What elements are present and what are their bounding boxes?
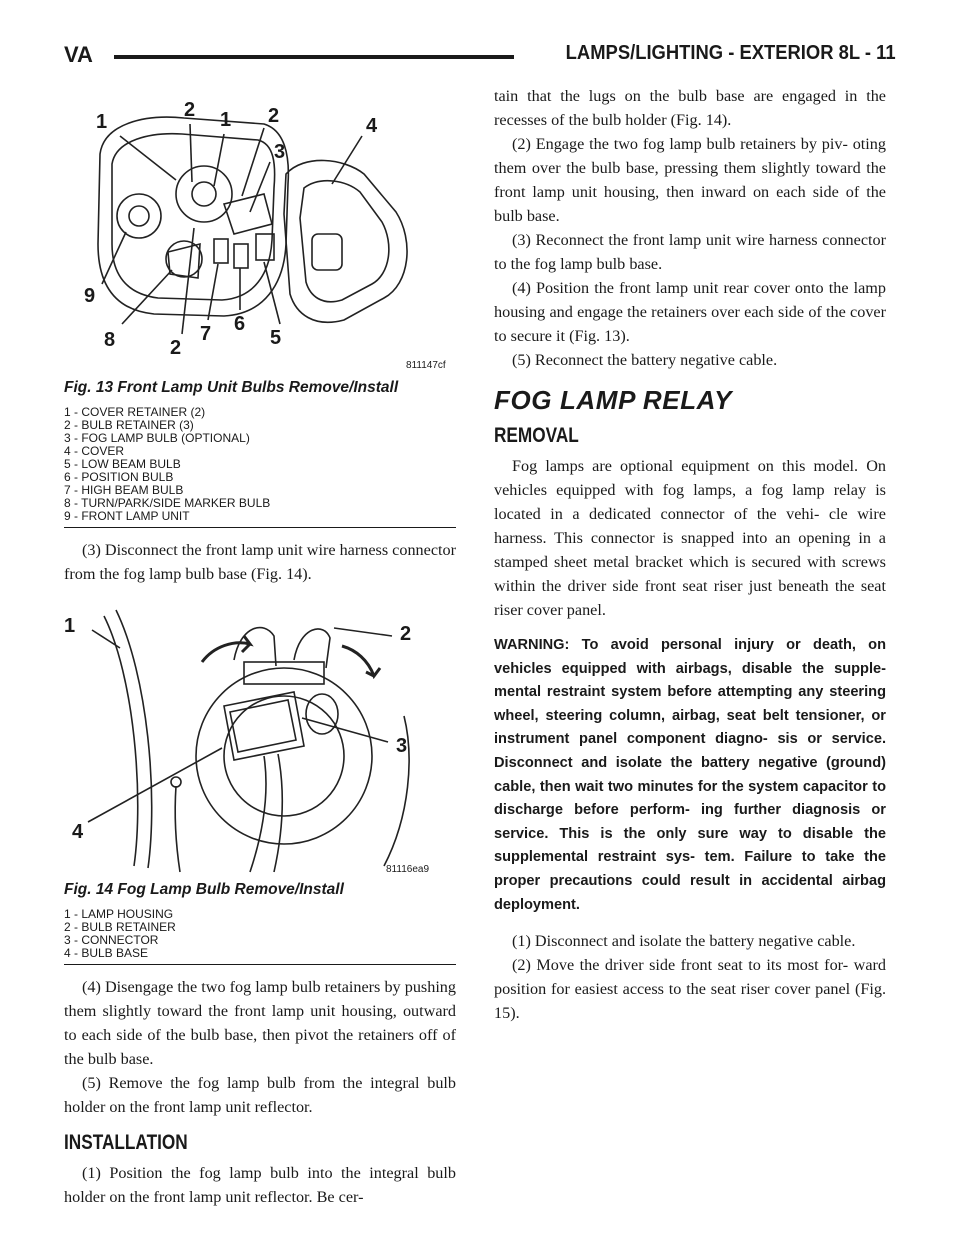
wire-left: [175, 786, 180, 872]
cover-boss: [312, 234, 342, 270]
left-step-3: (3) Disconnect the front lamp unit wire harness connector from the fog lamp bulb base (Fig. 14).: [64, 541, 456, 583]
airbag-warning: WARNING: To avoid personal injury or death, on vehicles equipped with airbags, disable the supple- mental restraint system before attempting any steering wheel, steering column, airbag, seat belt tensioner, or instrument panel component diagno- sis or service. Disconnect and isolate the battery negative (ground) cable, then wait two minutes for the system capacitor to discharge before perform- ing further diagnosis or service. This is the only sure way to disable the supplemental restraint sys- tem. Failure to take the proper precautions could result in accidental airbag deployment.: [494, 637, 886, 913]
figure-14: [64, 596, 456, 965]
wire-end: [171, 777, 181, 787]
legend-item: 8 - TURN/PARK/SIDE MARKER BULB: [64, 496, 271, 510]
high-beam-connector: [214, 239, 228, 263]
legend-item: 4 - BULB BASE: [64, 946, 149, 960]
leader-2c: [182, 228, 194, 334]
header-title: LAMPS/LIGHTING - EXTERIOR 8L - 11: [566, 42, 896, 64]
callout-1b: 1: [220, 109, 232, 131]
left-step-4: (4) Disengage the two fog lamp bulb retainers by pushing them slightly toward the front lamp unit housing, outward to each side of the bulb base, then pivot the retainers off of the bulb base.: [64, 978, 456, 1068]
turn-lamp-reflector: [117, 194, 161, 238]
lamp-housing-outline: [98, 117, 288, 316]
figure-14-legend: [64, 908, 456, 960]
installation-heading: INSTALLATION: [64, 1131, 188, 1154]
callout-2a: 2: [184, 99, 196, 121]
right-column: [494, 84, 886, 1025]
figure-14-code: 81116ea9: [386, 864, 430, 875]
connector-body: [224, 692, 304, 760]
bulb-holder-ring: [224, 696, 344, 816]
header-section-code: VA: [64, 42, 93, 67]
leader-1: [92, 630, 120, 648]
leader-2a: [190, 124, 192, 182]
install-step-1: (1) Position the fog lamp bulb into the integral bulb holder on the front lamp unit reflector. Be cer-: [64, 1164, 456, 1206]
fig14-callout-4: 4: [72, 821, 84, 843]
callout-8: 8: [104, 329, 116, 351]
install-step-5: (5) Reconnect the battery negative cable.: [512, 351, 778, 369]
figure-13: [64, 84, 456, 528]
header-rule: [114, 55, 514, 59]
figure-13-code: 811147cf: [406, 360, 446, 371]
figure-14-rule: [64, 964, 456, 965]
page-header: [64, 38, 896, 78]
figure-13-rule: [64, 527, 456, 528]
install-step-3: (3) Reconnect the front lamp unit wire harness connector to the fog lamp bulb base.: [494, 231, 886, 273]
arrow-right: [342, 646, 380, 676]
legend-item: 2 - BULB RETAINER: [64, 920, 176, 934]
install-step-1-cont: tain that the lugs on the bulb base are engaged in the recesses of the bulb holder (Fig. 14).: [494, 87, 886, 129]
removal-heading: REMOVAL: [494, 424, 579, 447]
leader-1a: [120, 136, 176, 180]
leader-4: [332, 136, 362, 184]
headlamp-socket: [192, 182, 216, 206]
cover-inner: [300, 181, 389, 302]
callout-3: 3: [274, 141, 286, 163]
legend-item: 4 - COVER: [64, 444, 125, 458]
leader-3: [302, 718, 388, 742]
position-connector: [234, 244, 248, 268]
left-column: [64, 84, 456, 1209]
connector-face: [230, 700, 296, 752]
retainer-wire-left: [234, 628, 276, 666]
legend-item: 2 - BULB RETAINER (3): [64, 418, 194, 432]
fig14-callout-2: 2: [400, 623, 412, 645]
leader-4: [88, 748, 222, 822]
figure-13-caption: Fig. 13 Front Lamp Unit Bulbs Remove/Install: [64, 379, 399, 396]
legend-item: 3 - CONNECTOR: [64, 933, 159, 947]
removal-step-1: (1) Disconnect and isolate the battery negative cable.: [512, 932, 856, 951]
install-step-4: (4) Position the front lamp unit rear cover onto the lamp housing and engage the retainers over each side of the cover to secure it (Fig. 13).: [494, 279, 886, 345]
callout-2c: 2: [170, 337, 182, 359]
fig14-callout-1: 1: [64, 615, 76, 637]
legend-item: 5 - LOW BEAM BULB: [64, 457, 181, 471]
wire-harness-2: [274, 754, 282, 872]
leader-9: [102, 232, 126, 284]
callout-2b: 2: [268, 105, 280, 127]
callout-5: 5: [270, 327, 282, 349]
callout-6: 6: [234, 313, 246, 335]
figure-13-illustration: [64, 84, 456, 374]
legend-item: 7 - HIGH BEAM BULB: [64, 483, 184, 497]
install-step-2: (2) Engage the two fog lamp bulb retainers by piv- oting them over the bulb base, pressing them slightly toward the front lamp unit housing, then inward on each side of the bulb base.: [494, 135, 886, 225]
callout-9: 9: [84, 285, 96, 307]
leader-7: [208, 264, 218, 320]
legend-item: 6 - POSITION BULB: [64, 470, 174, 484]
removal-step-2: (2) Move the driver side front seat to its most for- ward position for easiest access to the seat riser cover panel (Fig. 15).: [494, 956, 886, 1023]
fig14-callout-3: 3: [396, 735, 408, 757]
legend-item: 9 - FRONT LAMP UNIT: [64, 509, 190, 523]
leader-8: [122, 270, 172, 324]
callout-4: 4: [366, 115, 378, 137]
leader-1b: [214, 134, 224, 186]
turn-lamp-socket: [129, 206, 149, 226]
legend-item: 1 - COVER RETAINER (2): [64, 405, 206, 419]
leader-2: [334, 628, 392, 636]
legend-item: 3 - FOG LAMP BULB (OPTIONAL): [64, 431, 250, 445]
bulb-glass: [306, 694, 338, 734]
wire-harness-1: [250, 756, 266, 872]
relay-description: Fog lamps are optional equipment on this model. On vehicles equipped with fog lamps, a fog lamp relay is located in a dedicated connector of the vehi- cle wire harness. This connector is snapped into an opening in a stamped sheet metal bracket which is secured with screws within the driver side front seat riser just beneath the seat riser cover panel.: [494, 457, 886, 619]
figure-14-illustration: [64, 596, 456, 876]
figure-14-caption: Fig. 14 Fog Lamp Bulb Remove/Install: [64, 881, 344, 898]
arrow-left: [202, 636, 250, 662]
leader-5: [264, 262, 280, 324]
fog-lamp-relay-heading: FOG LAMP RELAY: [494, 385, 733, 415]
callout-1a: 1: [96, 111, 108, 133]
headlamp-reflector: [176, 166, 232, 222]
left-step-5: (5) Remove the fog lamp bulb from the integral bulb holder on the front lamp unit reflector.: [64, 1074, 456, 1116]
figure-13-legend: [64, 406, 456, 523]
callout-7: 7: [200, 323, 212, 345]
legend-item: 1 - LAMP HOUSING: [64, 907, 174, 921]
